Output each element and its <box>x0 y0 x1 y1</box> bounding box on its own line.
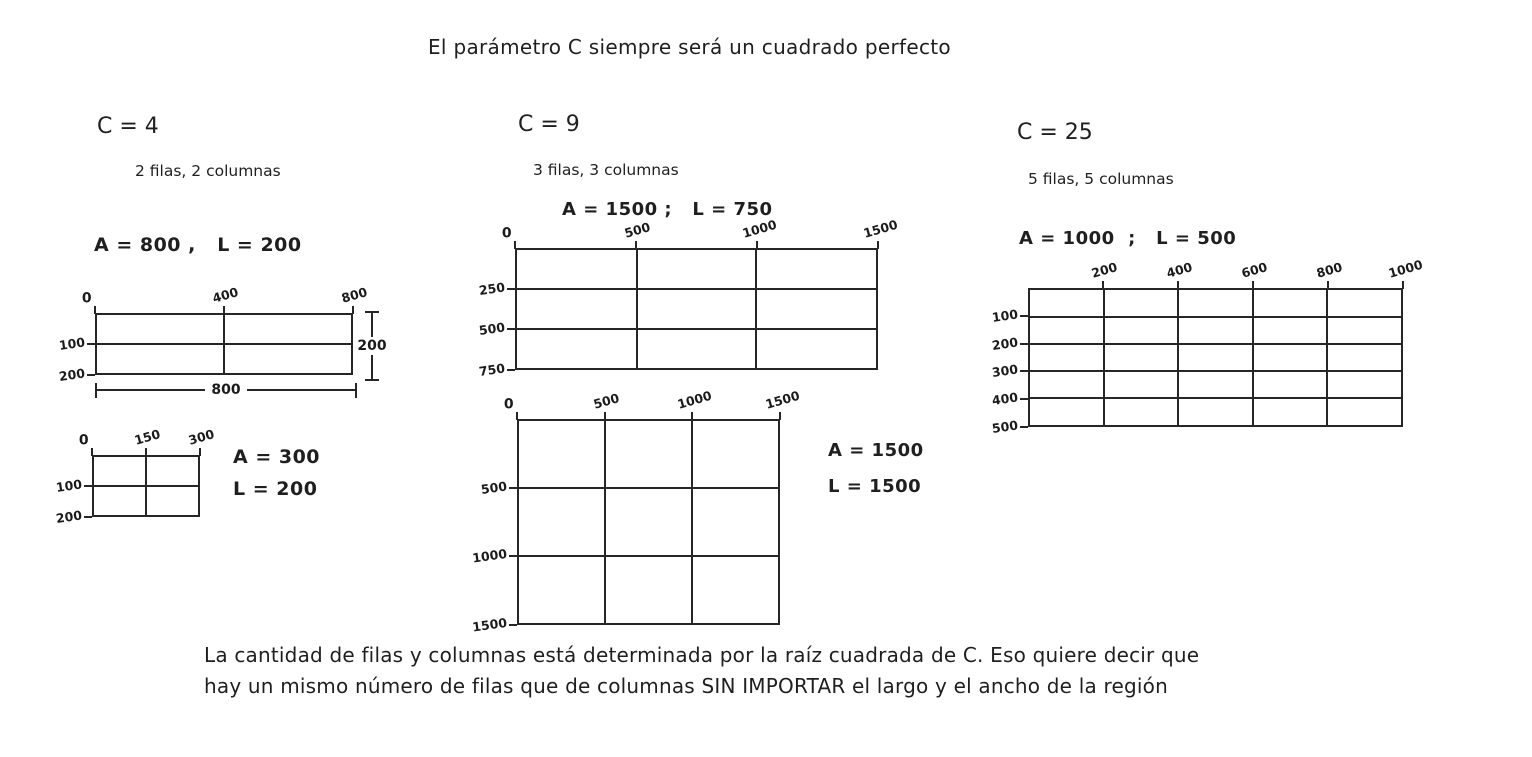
grid-column-line <box>1177 290 1179 425</box>
bracket-segment <box>247 389 355 391</box>
y-axis-tick-label: 500 <box>990 417 1019 436</box>
section-c9-label: C = 9 <box>518 112 580 137</box>
grid-column-line <box>1326 290 1328 425</box>
grid-frame <box>1028 288 1403 427</box>
x-axis-tick-mark <box>779 412 781 420</box>
x-axis-tick-label: 300 <box>186 426 216 448</box>
x-axis-tick-label: 500 <box>591 390 621 412</box>
y-axis-tick-label: 400 <box>990 389 1019 409</box>
y-axis-tick-mark <box>84 516 92 518</box>
grid-c9-square <box>471 387 802 635</box>
x-axis-tick-label: 1000 <box>676 387 714 412</box>
x-axis-tick-label: 0 <box>78 432 89 449</box>
y-axis-tick-label: 1500 <box>471 614 508 635</box>
y-axis-tick-mark <box>509 555 517 557</box>
height-dimension-bracket-c4 <box>357 311 387 381</box>
grid-c4-small <box>54 426 216 526</box>
x-axis-tick-label: 150 <box>132 426 162 448</box>
grid-frame <box>95 313 353 375</box>
grid-frame <box>515 248 878 370</box>
grid-column-line <box>1103 290 1105 425</box>
x-axis-tick-label: 0 <box>81 290 92 307</box>
x-axis-tick-label: 1500 <box>763 387 802 412</box>
y-axis-tick-mark <box>1020 343 1028 345</box>
x-axis-tick-mark <box>1327 281 1329 289</box>
y-axis-tick-mark <box>509 487 517 489</box>
grid-column-line <box>604 421 606 623</box>
grid-row-line <box>94 485 198 487</box>
grid-c4-small-length-label: L = 200 <box>233 478 318 500</box>
section-c25-label: C = 25 <box>1017 120 1093 145</box>
y-axis-tick-label: 200 <box>57 365 86 384</box>
y-axis-tick-mark <box>507 288 515 290</box>
section-c25-area-length: A = 1000 ; L = 500 <box>1019 228 1237 249</box>
x-axis-tick-label: 0 <box>503 396 514 413</box>
x-axis-tick-label: 1000 <box>740 216 779 241</box>
y-axis-tick-label: 100 <box>54 476 83 495</box>
x-axis-tick-mark <box>604 412 606 420</box>
x-axis-tick-mark <box>352 306 354 314</box>
grid-column-line <box>691 421 693 623</box>
x-axis-tick-label: 0 <box>501 225 512 242</box>
grid-c4-main <box>57 284 369 384</box>
x-axis-tick-mark <box>199 448 201 456</box>
height-dimension-value: 200 <box>357 338 387 354</box>
grid-row-line <box>519 555 778 557</box>
section-c25-rows-cols: 5 filas, 5 columnas <box>1028 170 1174 188</box>
section-c9-area-length: A = 1500 ; L = 750 <box>562 199 773 220</box>
x-axis-tick-mark <box>1402 281 1404 289</box>
x-axis-tick-label: 400 <box>210 284 240 306</box>
y-axis-tick-label: 750 <box>477 360 506 379</box>
grid-row-line <box>1030 316 1401 318</box>
footer-explanation-line2: hay un mismo número de filas que de columnas SIN IMPORTAR el largo y el ancho de la región <box>204 674 1168 698</box>
y-axis-tick-mark <box>509 624 517 626</box>
grid-frame <box>517 419 780 625</box>
y-axis-tick-label: 250 <box>477 279 506 298</box>
x-axis-tick-mark <box>91 448 93 456</box>
x-axis-tick-mark <box>691 412 693 420</box>
bracket-segment <box>371 313 373 337</box>
grid-row-line <box>519 487 778 489</box>
y-axis-tick-label: 500 <box>479 478 508 497</box>
grid-row-line <box>517 328 876 330</box>
x-axis-tick-mark <box>1177 281 1179 289</box>
section-c4-area-length: A = 800 , L = 200 <box>94 234 302 256</box>
x-axis-tick-mark <box>756 241 758 249</box>
x-axis-tick-label: 500 <box>622 219 652 241</box>
bracket-cap <box>365 379 379 381</box>
grid-column-line <box>636 250 638 368</box>
grid-row-line <box>97 343 351 345</box>
grid-c9-wide <box>477 216 900 379</box>
grid-row-line <box>1030 397 1401 399</box>
grid-c9-square-area-label: A = 1500 <box>828 440 924 461</box>
section-c4-label: C = 4 <box>97 114 159 139</box>
y-axis-tick-label: 1000 <box>471 546 508 566</box>
bracket-segment <box>97 389 205 391</box>
x-axis-tick-mark <box>877 241 879 249</box>
section-c4-rows-cols: 2 filas, 2 columnas <box>135 162 281 180</box>
y-axis-tick-mark <box>507 369 515 371</box>
grid-row-line <box>517 288 876 290</box>
x-axis-tick-label: 800 <box>1314 259 1344 281</box>
x-axis-tick-mark <box>635 241 637 249</box>
grid-row-line <box>1030 343 1401 345</box>
x-axis-tick-label: 1500 <box>861 216 900 241</box>
y-axis-tick-mark <box>87 374 95 376</box>
y-axis-tick-mark <box>1020 315 1028 317</box>
y-axis-tick-label: 100 <box>57 334 86 353</box>
x-axis-tick-mark <box>94 306 96 314</box>
grid-frame <box>92 455 200 517</box>
y-axis-tick-label: 500 <box>477 319 506 339</box>
bracket-segment <box>371 355 373 379</box>
x-axis-tick-mark <box>145 448 147 456</box>
grid-c4-small-area-label: A = 300 <box>233 446 321 468</box>
grid-c9-square-length-label: L = 1500 <box>828 476 922 497</box>
footer-explanation-line1: La cantidad de filas y columnas está determinada por la raíz cuadrada de C. Eso quiere decir que <box>204 643 1200 667</box>
x-axis-tick-mark <box>516 412 518 420</box>
bracket-cap <box>355 383 357 398</box>
y-axis-tick-mark <box>87 343 95 345</box>
y-axis-tick-mark <box>1020 398 1028 400</box>
x-axis-tick-label: 200 <box>1089 259 1119 281</box>
y-axis-tick-mark <box>1020 426 1028 428</box>
x-axis-tick-label: 800 <box>339 284 369 306</box>
grid-row-line <box>1030 370 1401 372</box>
y-axis-tick-mark <box>1020 370 1028 372</box>
grid-column-line <box>1252 290 1254 425</box>
x-axis-tick-mark <box>223 306 225 314</box>
x-axis-tick-label: 400 <box>1164 259 1194 281</box>
width-dimension-value: 800 <box>211 382 241 398</box>
y-axis-tick-label: 300 <box>990 361 1019 381</box>
y-axis-tick-mark <box>507 328 515 330</box>
x-axis-tick-label: 600 <box>1239 259 1269 281</box>
section-c9-rows-cols: 3 filas, 3 columnas <box>533 161 679 179</box>
y-axis-tick-label: 100 <box>990 306 1019 325</box>
grid-column-line <box>755 250 757 368</box>
x-axis-tick-mark <box>1252 281 1254 289</box>
width-dimension-bracket-c4 <box>95 379 357 401</box>
x-axis-tick-mark <box>514 241 516 249</box>
x-axis-tick-label: 1000 <box>1386 256 1425 281</box>
y-axis-tick-label: 200 <box>54 507 83 526</box>
grid-c25-main <box>990 256 1425 436</box>
x-axis-tick-mark <box>1102 281 1104 289</box>
page-title: El parámetro C siempre será un cuadrado perfecto <box>428 35 951 59</box>
y-axis-tick-label: 200 <box>990 334 1019 353</box>
y-axis-tick-mark <box>84 485 92 487</box>
